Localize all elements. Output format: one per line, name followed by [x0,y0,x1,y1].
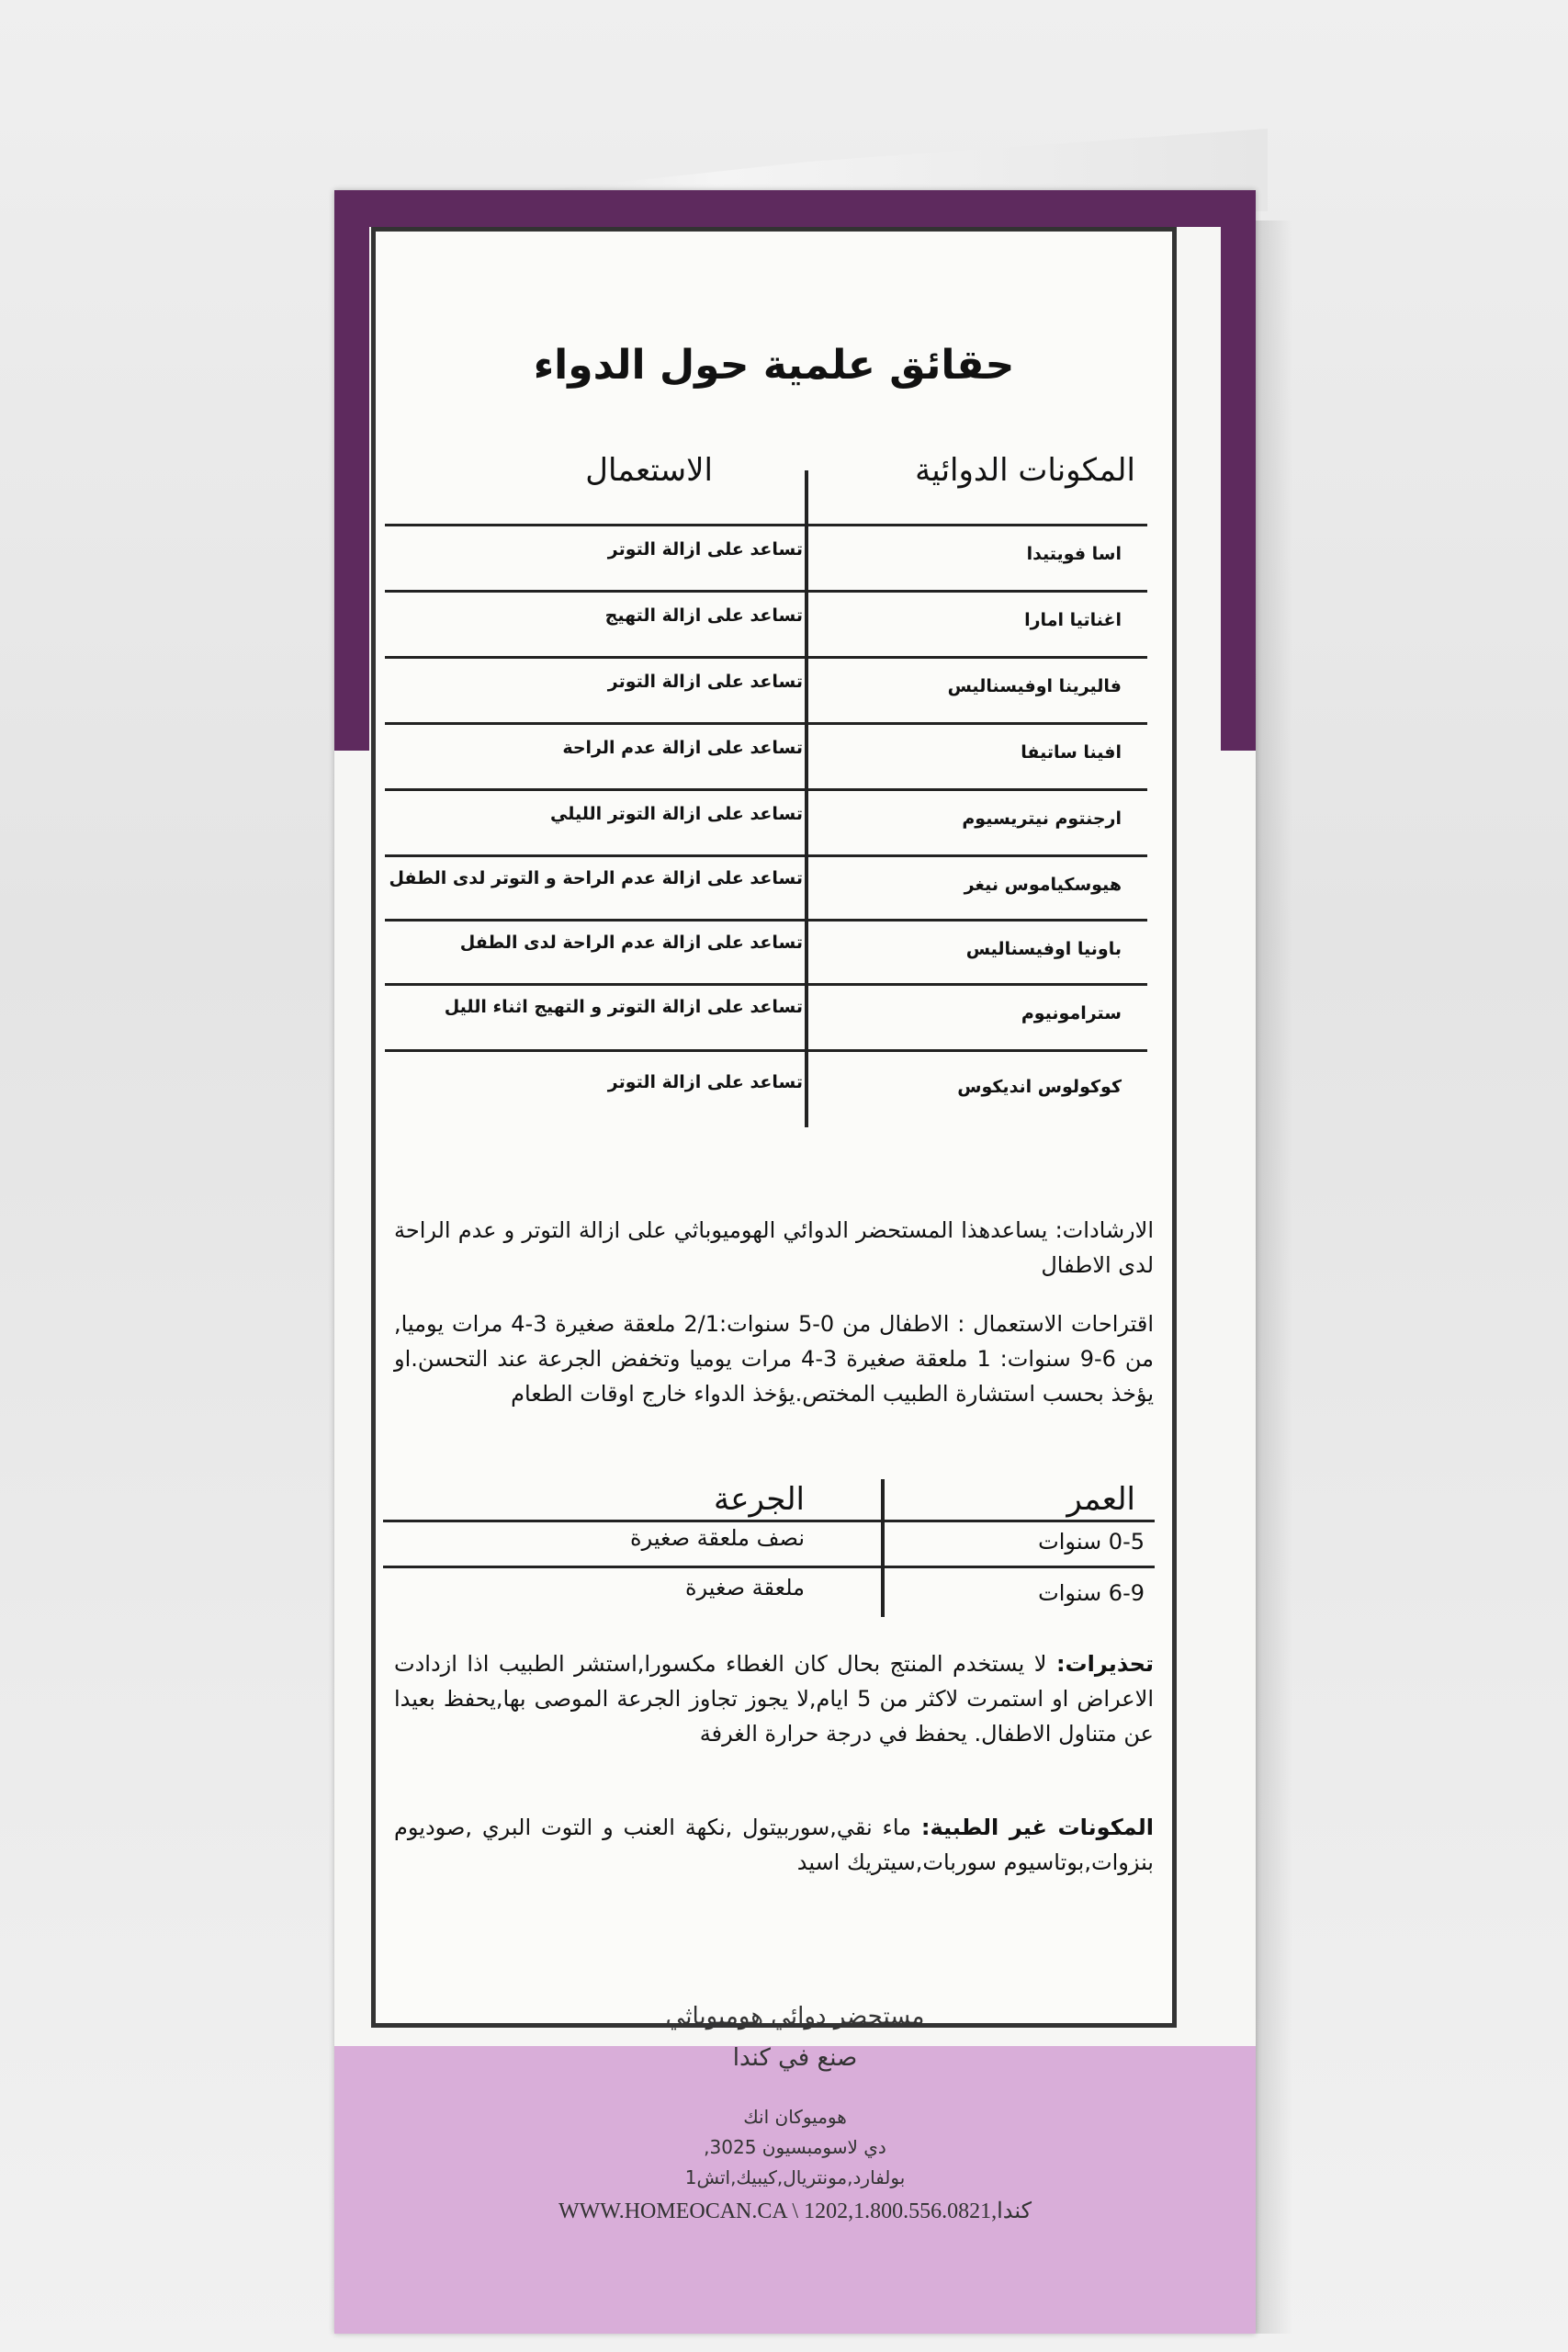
usage-cell: تساعد على ازالة عدم الراحة لدى الطفل [459,933,803,953]
purple-side-left [334,227,369,751]
usage-cell: تساعد على ازالة عدم الراحة و التوتر لدى الطفل [389,868,803,888]
usage-cell: تساعد على ازالة التوتر و التهيج اثناء الليل [444,997,803,1017]
table-column-divider [805,470,808,1127]
ingredient-cell: اسا فويتيدا [1026,544,1122,564]
ingredient-cell: افينا ساتيفا [1021,742,1122,763]
inactive-body: ماء نقي,سوربيتول ,نكهة العنب و التوت البري ,صوديوم بنزوات,بوتاسيوم سوربات,سيتريك اسيد [394,1815,1154,1875]
table-row-line [385,524,1147,526]
header-usage: الاستعمال [585,452,713,489]
warnings-label: تحذيرات: [1055,1651,1154,1677]
ingredient-cell: اغناتيا امارا [1024,610,1122,630]
dose-amount-cell: ملعقة صغيرة [684,1575,805,1600]
panel-title: حقائق علمية حول الدواء [533,342,1015,389]
warnings-body: لا يستخدم المنتج بحال كان الغطاء مكسورا,استشر الطبيب اذا ازدادت الاعراض او استمرت لاكثر من 5 ايام,لا يجوز تجاوز الجرعة الموصى بها,يحفظ بعيدا عن متناول الاطفال. يحفظ في درجة حرارة الغرفة [394,1651,1154,1747]
table-row-line [385,656,1147,659]
ingredient-cell: فاليرينا اوفيسناليس [947,676,1122,696]
header-ingredients: المكونات الدوائية [915,452,1135,489]
ingredient-cell: سترامونيوم [1021,1003,1122,1023]
table-row-line [385,983,1147,986]
usage-cell: تساعد على ازالة عدم الراحة [562,738,803,758]
inactive-ingredients-text [394,1810,1154,1880]
warnings-text [394,1646,1154,1751]
table-row-line [385,590,1147,593]
table-row-line [385,854,1147,857]
dose-header-dose: الجرعة [713,1481,805,1518]
website-phone-line: WWW.HOMEOCAN.CA \ 1202,1.800.556.0821,كندا [558,2199,1032,2223]
ingredient-cell: هيوسكياموس نيغر [964,875,1122,895]
made-in: صنع في كندا [732,2044,858,2072]
address-line-1: دي لاسومبسيون 3025, [704,2136,886,2158]
table-row-line [385,722,1147,725]
usage-cell: تساعد على ازالة التوتر [607,539,803,560]
dose-age-cell: 0-5 سنوات [1038,1529,1145,1555]
purple-side-right [1221,227,1256,751]
product-type: مستحضر دوائي هوميوباثي [665,2003,925,2030]
box-shadow [1256,220,1292,2334]
usage-cell: تساعد على ازالة التوتر [607,1072,803,1092]
dose-header-age: العمر [1066,1481,1135,1518]
table-row-line [385,1049,1147,1052]
purple-top-band [334,190,1256,227]
dose-column-divider [881,1479,885,1617]
usage-suggestions-text: اقتراحات الاستعمال : الاطفال من 0-5 سنوات:2/1 ملعقة صغيرة 3-4 مرات يوميا, من 6-9 سنوات: 1 ملعقة صغيرة 3-4 مرات يوميا وتخفض الجرعة عند التحسن.او يؤخذ بحسب استشارة الطبيب المختص.يؤخذ الدواء خارج اوقات الطعام [394,1311,1154,1407]
usage-cell: تساعد على ازالة التوتر [607,672,803,692]
table-row-line [385,788,1147,791]
inactive-label: المكونات غير الطبية: [920,1815,1154,1840]
ingredient-cell: ارجنتوم نيتريسيوم [962,808,1122,829]
instructions-text: الارشادات: يساعدهذا المستحضر الدوائي الهوميوباثي على ازالة التوتر و عدم الراحة لدى الاطفال [394,1217,1154,1278]
facts-panel [371,227,1177,2028]
address-line-2: بولفارد,مونتريال,كيبيك,اتش1 [684,2166,906,2188]
dose-age-cell: 6-9 سنوات [1038,1580,1145,1606]
dose-row-line [383,1566,1155,1568]
company-name: هوميوكان انك [743,2106,847,2128]
ingredient-cell: باونيا اوفيسناليس [965,939,1122,959]
dose-amount-cell: نصف ملعقة صغيرة [630,1525,805,1551]
table-row-line [385,919,1147,922]
dose-row-line [383,1520,1155,1522]
usage-cell: تساعد على ازالة التهيج [604,605,803,626]
ingredient-cell: كوكولوس انديكوس [957,1077,1122,1097]
usage-cell: تساعد على ازالة التوتر الليلي [550,804,803,824]
lavender-bottom-band [334,2046,1256,2334]
